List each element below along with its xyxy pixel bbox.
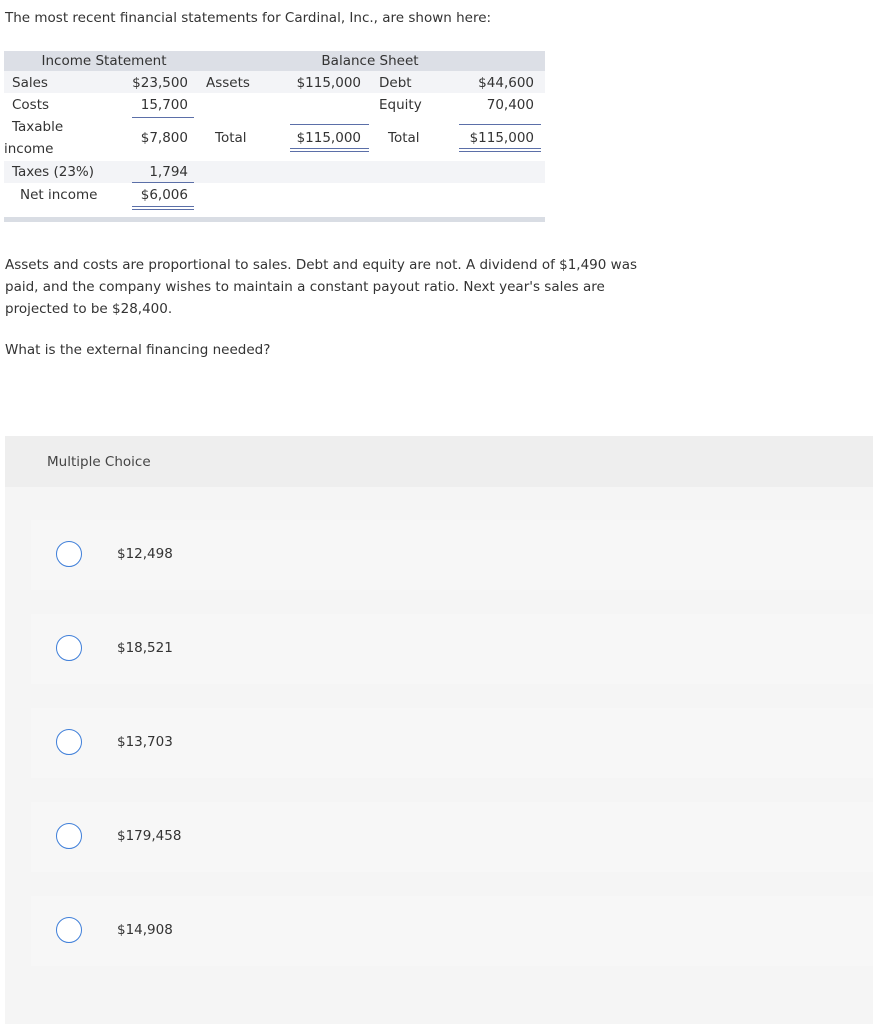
taxes-label: Taxes (23%) [12, 164, 95, 180]
debt-value: $44,600 [478, 75, 534, 91]
multiple-choice-header [5, 436, 873, 487]
assets-label: Assets [206, 75, 250, 91]
radio-button-icon[interactable] [56, 823, 82, 849]
answer-option-label: $179,458 [117, 828, 182, 844]
answer-option-3[interactable] [31, 708, 873, 778]
answer-option-label: $12,498 [117, 546, 173, 562]
equity-label: Equity [379, 97, 422, 113]
question-prompt: What is the external financing needed? [5, 342, 271, 358]
net-income-label: Net income [20, 187, 98, 203]
answer-option-2[interactable] [31, 614, 873, 684]
equity-value: 70,400 [486, 97, 534, 113]
taxes-value: 1,794 [149, 164, 188, 180]
taxable-label-line1: Taxable [12, 119, 64, 135]
answer-option-label: $14,908 [117, 922, 173, 938]
answer-option-4[interactable] [31, 802, 873, 872]
question-text: Assets and costs are proportional to sales. Debt and equity are not. A dividend of $1,490 was paid, and the company wishes to maintain a constant payout ratio. Next year's sales are projected to be $28,400. [5, 257, 638, 317]
taxable-income-value: $7,800 [140, 130, 188, 146]
income-statement-title: Income Statement [41, 53, 167, 69]
answer-option-label: $18,521 [117, 640, 173, 656]
assets-value: $115,000 [296, 75, 361, 91]
costs-label: Costs [12, 97, 50, 113]
multiple-choice-panel [5, 436, 873, 1024]
intro-text: The most recent financial statements for Cardinal, Inc., are shown here: [5, 10, 492, 26]
radio-button-icon[interactable] [56, 729, 82, 755]
answer-option-5[interactable] [31, 896, 873, 966]
total-left-label: Total [215, 130, 247, 146]
sales-value: $23,500 [132, 75, 188, 91]
taxable-label-line2: income [4, 141, 54, 157]
balance-sheet-title: Balance Sheet [321, 53, 419, 69]
answer-option-1[interactable] [31, 520, 873, 590]
total-liabilities-equity-value: $115,000 [469, 130, 534, 146]
debt-label: Debt [379, 75, 412, 91]
total-right-label: Total [388, 130, 420, 146]
multiple-choice-title: Multiple Choice [47, 454, 151, 470]
financial-statements-table [4, 51, 545, 222]
radio-button-icon[interactable] [56, 541, 82, 567]
answer-option-label: $13,703 [117, 734, 173, 750]
sales-label: Sales [12, 75, 48, 91]
total-assets-value: $115,000 [296, 130, 361, 146]
net-income-value: $6,006 [140, 187, 188, 203]
radio-button-icon[interactable] [56, 635, 82, 661]
radio-button-icon[interactable] [56, 917, 82, 943]
costs-value: 15,700 [140, 97, 188, 113]
